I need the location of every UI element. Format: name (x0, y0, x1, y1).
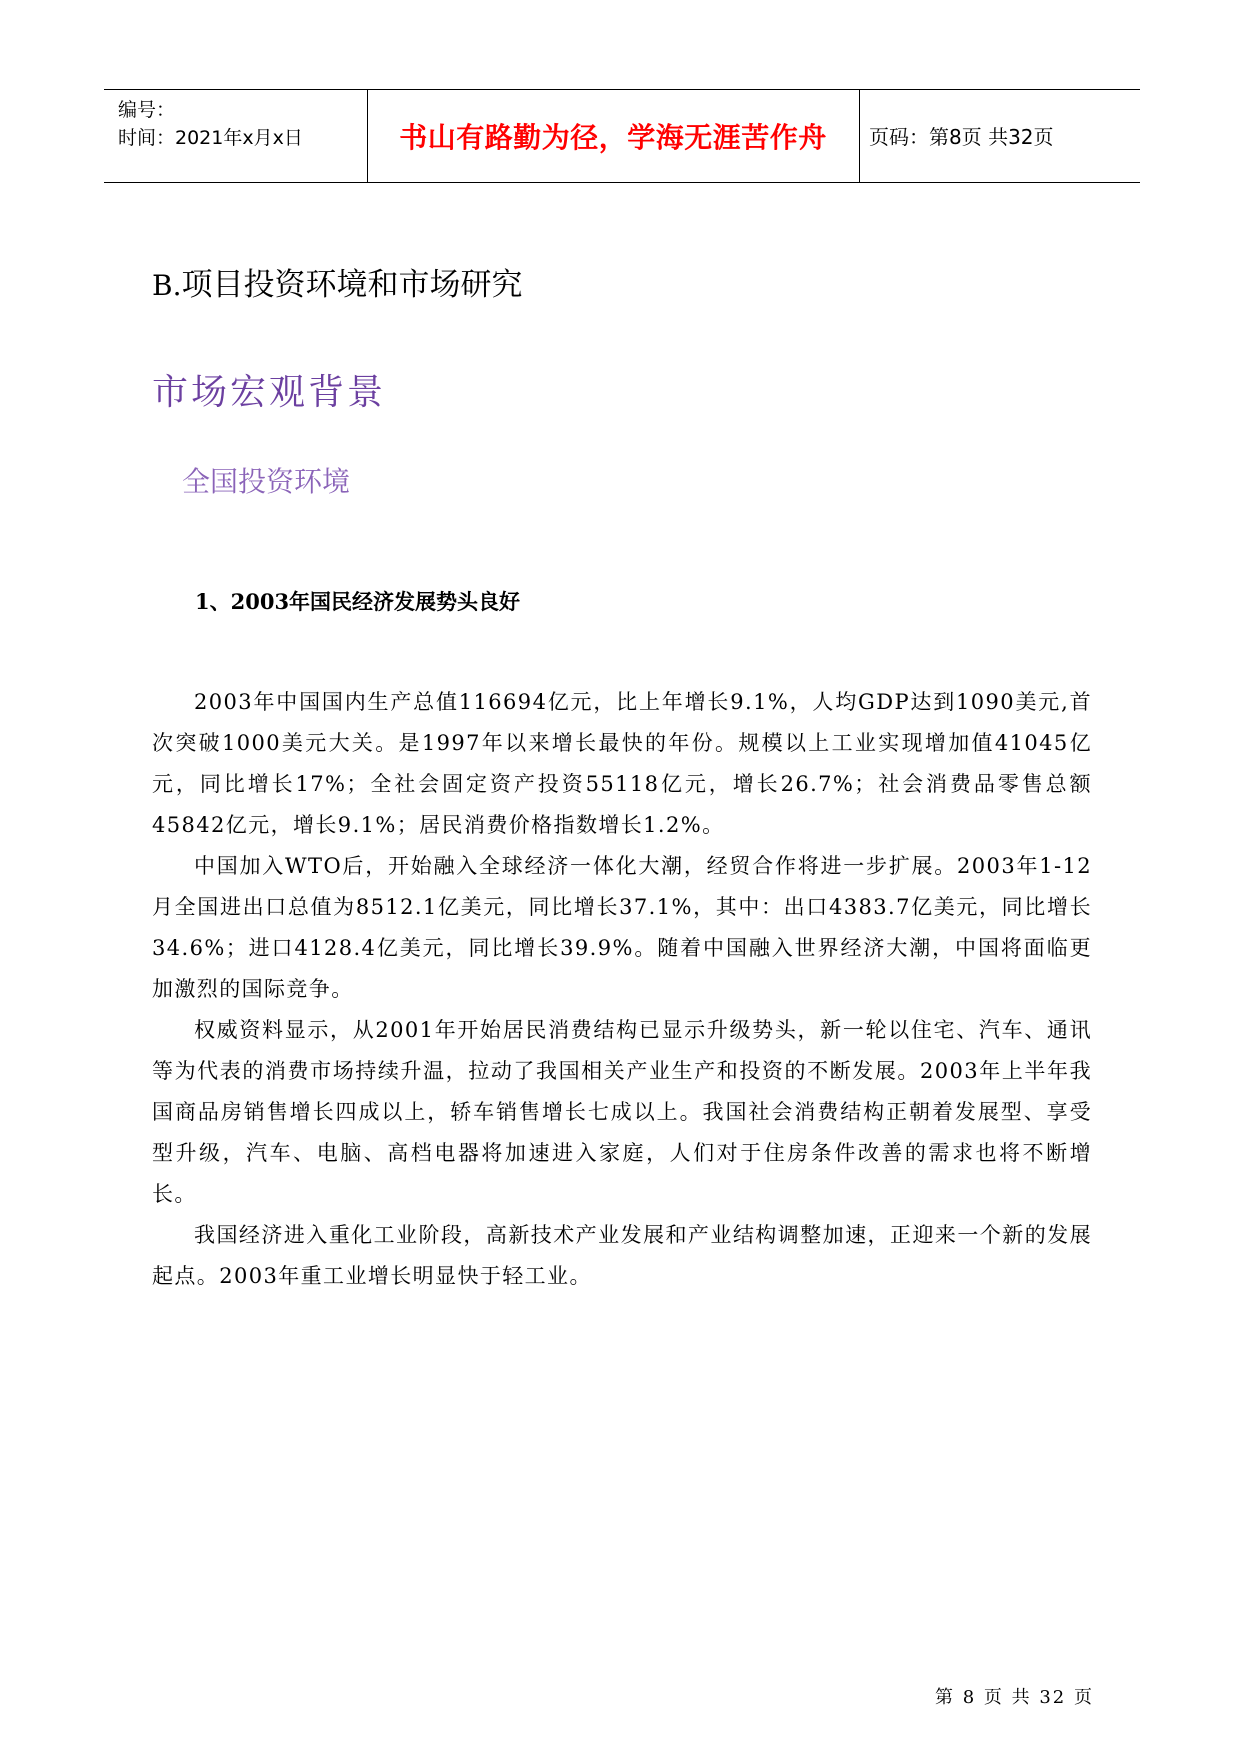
page-footer: 第 8 页 共 32 页 (935, 1687, 1094, 1708)
paragraph-gdp: 2003年中国国内生产总值116694亿元，比上年增长9.1%，人均GDP达到1090美元,首次突破1000美元大关。是1997年以来增长最快的年份。规模以上工业实现增加值41045亿元，同比增长17%；全社会固定资产投资55118亿元，增长26.7%；社会消费品零售总额45842亿元，增长9.1%；居民消费价格指数增长1.2%。 (152, 690, 1092, 837)
body-text (152, 682, 1092, 1297)
paragraph-industry: 我国经济进入重化工业阶段，高新技术产业发展和产业结构调整加速，正迎来一个新的发展起点。2003年重工业增长明显快于轻工业。 (152, 1223, 1092, 1288)
page-header (104, 89, 1140, 183)
header-motto: 书山有路勤为径，学海无涯苦作舟 (399, 120, 827, 154)
item-heading: 1、2003年国民经济发展势头良好 (195, 589, 521, 614)
header-page-info: 页码：第8页 共32页 (869, 125, 1054, 149)
header-meta (118, 96, 303, 152)
macro-heading: 市场宏观背景 (152, 372, 387, 413)
section-heading (152, 265, 522, 306)
paragraph-consumption: 权威资料显示，从2001年开始居民消费结构已显示升级势头，新一轮以住宅、汽车、通讯等为代表的消费市场持续升温，拉动了我国相关产业生产和投资的不断发展。2003年上半年我国商品房销售增长四成以上，轿车销售增长七成以上。我国社会消费结构正朝着发展型、享受型升级，汽车、电脑、高档电器将加速进入家庭，人们对于住房条件改善的需求也将不断增长。 (152, 1018, 1092, 1206)
header-divider-right (859, 90, 860, 182)
section-title: 项目投资环境和市场研究 (181, 267, 523, 303)
section-letter: B. (152, 269, 182, 302)
national-heading: 全国投资环境 (182, 465, 351, 498)
header-time-label: 时间：2021年x月x日 (118, 127, 303, 149)
paragraph-trade: 中国加入WTO后，开始融入全球经济一体化大潮，经贸合作将进一步扩展。2003年1-12月全国进出口总值为8512.1亿美元，同比增长37.1%，其中：出口4383.7亿美元，同比增长34.6%；进口4128.4亿美元，同比增长39.9%。随着中国融入世界经济大潮，中国将面临更加激烈的国际竞争。 (152, 854, 1092, 1001)
header-number-label: 编号： (118, 99, 176, 121)
